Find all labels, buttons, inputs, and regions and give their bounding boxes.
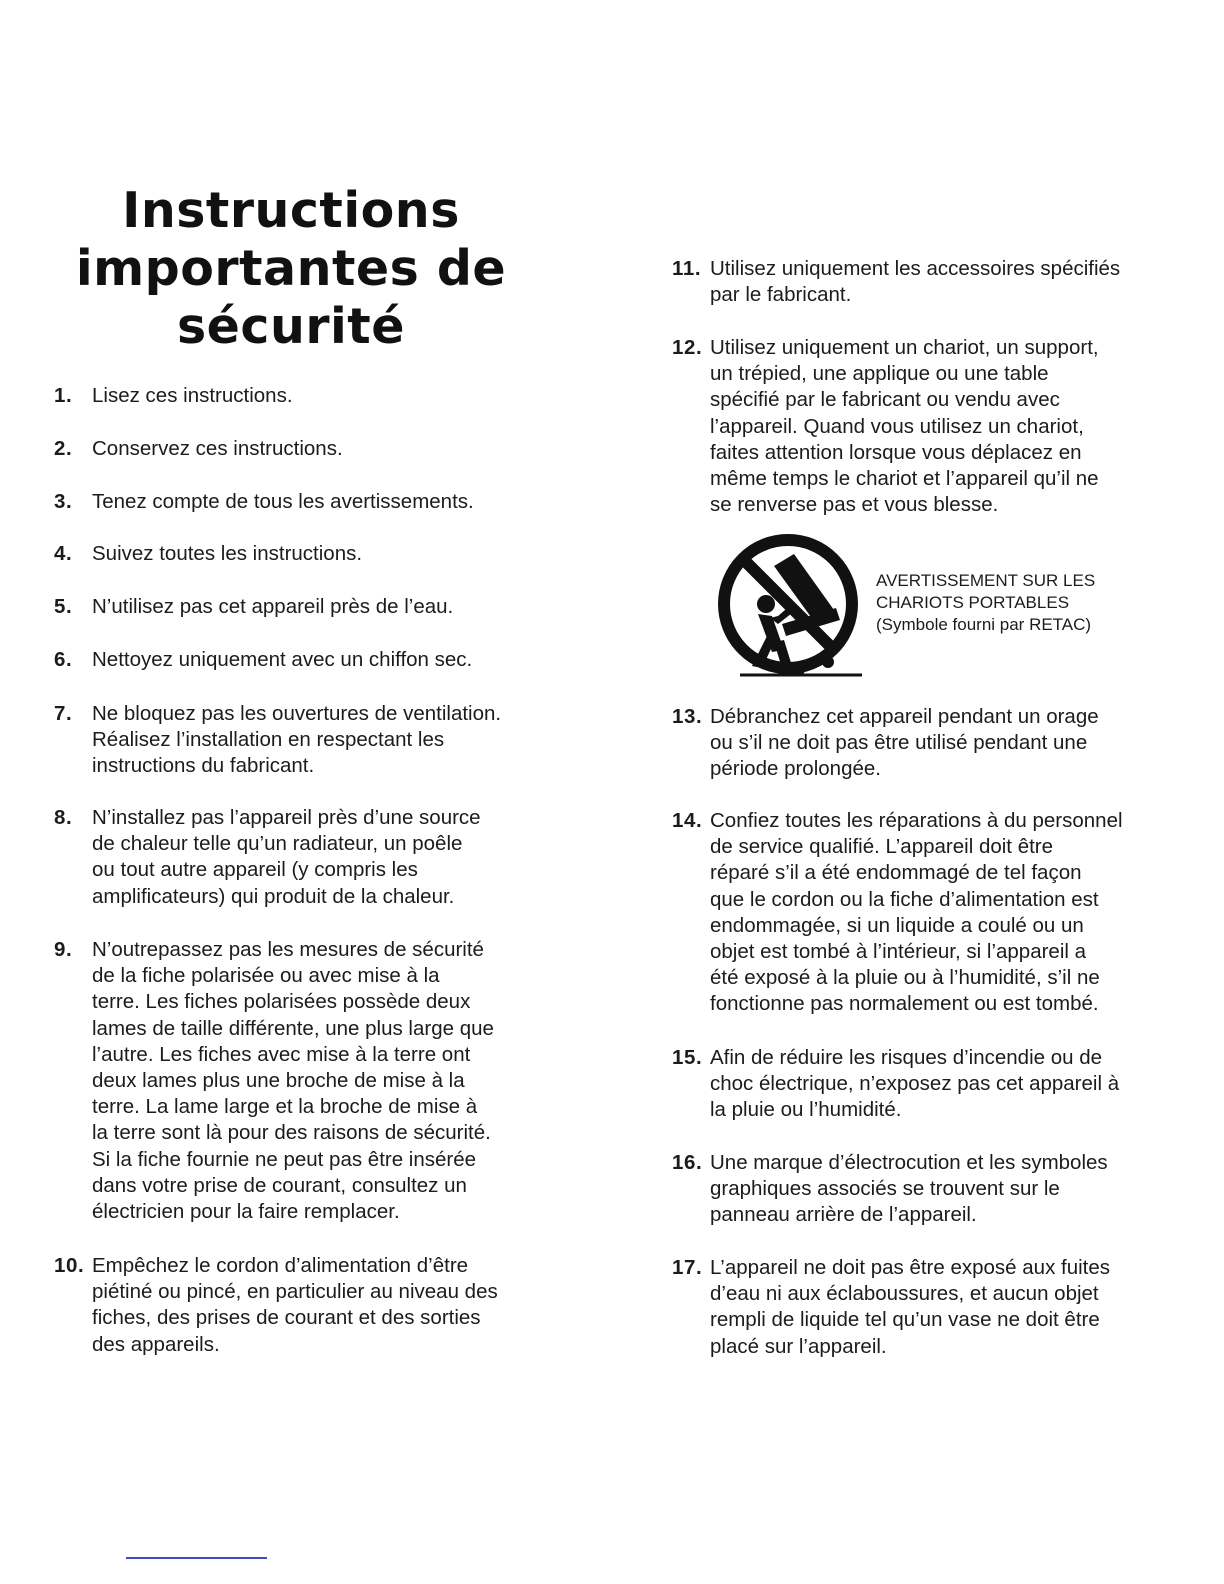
cart-warning-caption-line: AVERTISSEMENT SUR LES <box>876 571 1096 590</box>
page-title-line-1: Instructions <box>122 182 460 239</box>
item-text <box>92 937 534 1225</box>
item-line: Réalisez l’installation en respectant les <box>92 728 445 752</box>
instruction-item-16 <box>672 1150 1162 1229</box>
item-line: objet est tombé à l’intérieur, si l’appareil a <box>710 940 1087 964</box>
instruction-item-12 <box>672 335 1162 518</box>
item-number: 14. <box>672 809 703 832</box>
item-text <box>710 1255 1162 1360</box>
item-line: Utilisez uniquement les accessoires spécifiés <box>710 257 1121 280</box>
item-text: Lisez ces instructions. <box>92 384 293 407</box>
instruction-item-7 <box>54 701 534 780</box>
item-text: Conservez ces instructions. <box>92 437 343 460</box>
item-line: instructions du fabricant. <box>92 754 315 778</box>
item-number: 15. <box>672 1046 703 1069</box>
item-line: un trépied, une applique ou une table <box>710 362 1049 386</box>
item-number: 4. <box>54 542 73 565</box>
item-number: 8. <box>54 806 73 829</box>
instruction-item-4 <box>54 541 534 567</box>
footer-divider <box>126 1557 267 1559</box>
item-number: 6. <box>54 648 73 671</box>
item-line: Empêchez le cordon d’alimentation d’être <box>92 1254 469 1277</box>
item-text <box>92 701 534 780</box>
page-title-line-2: importantes de <box>75 240 507 297</box>
item-text <box>710 1150 1162 1229</box>
item-line: Utilisez uniquement un chariot, un support, <box>710 336 1099 359</box>
item-line: Ne bloquez pas les ouvertures de ventilation. <box>92 702 502 725</box>
instruction-item-11 <box>672 256 1162 308</box>
item-line: endommagée, si un liquide a coulé ou un <box>710 913 1084 937</box>
instruction-item-5 <box>54 594 534 620</box>
item-line: l’autre. Les fiches avec mise à la terre ont <box>92 1042 471 1066</box>
item-line: N’outrepassez pas les mesures de sécurité <box>92 938 484 961</box>
item-line: ou tout autre appareil (y compris les <box>92 858 418 882</box>
cart-tip-over-warning-icon <box>712 532 868 686</box>
item-text <box>710 808 1162 1018</box>
item-number: 9. <box>54 938 73 961</box>
item-line: Une marque d’électrocution et les symboles <box>710 1151 1108 1174</box>
item-line: de la fiche polarisée ou avec mise à la <box>92 964 440 988</box>
item-line: Débranchez cet appareil pendant un orage <box>710 705 1099 728</box>
cart-warning-block <box>712 532 1132 686</box>
item-line: que le cordon ou la fiche d’alimentation est <box>710 887 1099 911</box>
item-number: 12. <box>672 336 703 359</box>
item-line: Si la fiche fournie ne peut pas être insérée <box>92 1147 477 1171</box>
item-line: placé sur l’appareil. <box>710 1334 887 1358</box>
page-title <box>60 182 522 356</box>
instruction-item-15 <box>672 1045 1162 1124</box>
item-text <box>710 704 1162 783</box>
item-number: 2. <box>54 437 73 460</box>
item-line: Afin de réduire les risques d’incendie ou de <box>710 1046 1103 1069</box>
item-line: l’appareil. Quand vous utilisez un chariot, <box>710 414 1084 438</box>
cart-warning-caption-line: (Symbole fourni par RETAC) <box>876 615 1092 634</box>
item-number: 3. <box>54 490 73 513</box>
instruction-item-8 <box>54 805 534 910</box>
item-line: des appareils. <box>92 1332 220 1356</box>
item-text <box>710 1045 1162 1124</box>
item-line: Confiez toutes les réparations à du personnel <box>710 809 1123 832</box>
item-number: 7. <box>54 702 73 725</box>
item-line: par le fabricant. <box>710 283 852 307</box>
cart-warning-caption-line: CHARIOTS PORTABLES <box>876 593 1070 612</box>
item-line: même temps le chariot et l’appareil qu’il ne <box>710 467 1099 491</box>
item-line: fiches, des prises de courant et des sorties <box>92 1306 481 1330</box>
instruction-item-1 <box>54 383 534 409</box>
item-number: 11. <box>672 257 702 280</box>
item-text <box>710 256 1162 308</box>
item-number: 17. <box>672 1256 703 1279</box>
instruction-item-13 <box>672 704 1162 783</box>
item-line: piétiné ou pincé, en particulier au niveau des <box>92 1280 498 1304</box>
item-text <box>92 1253 534 1358</box>
item-line: réparé s’il a été endommagé de tel façon <box>710 861 1082 885</box>
item-line: la pluie ou l’humidité. <box>710 1098 902 1122</box>
item-text <box>710 335 1162 518</box>
item-text: N’utilisez pas cet appareil près de l’eau. <box>92 595 454 618</box>
instruction-item-10 <box>54 1253 534 1358</box>
item-line: graphiques associés se trouvent sur le <box>710 1177 1060 1201</box>
item-line: L’appareil ne doit pas être exposé aux fuites <box>710 1256 1111 1279</box>
item-line: dans votre prise de courant, consultez un <box>92 1173 467 1197</box>
item-text <box>92 805 534 910</box>
item-line: fonctionne pas normalement ou est tombé. <box>710 992 1099 1016</box>
item-line: se renverse pas et vous blesse. <box>710 493 999 517</box>
item-line: terre. La lame large et la broche de mise à <box>92 1095 478 1119</box>
page-title-line-3: sécurité <box>177 298 405 355</box>
item-line: spécifié par le fabricant ou vendu avec <box>710 388 1060 412</box>
item-line: de chaleur telle qu’un radiateur, un poêle <box>92 832 463 856</box>
instruction-item-3 <box>54 489 534 515</box>
item-line: faites attention lorsque vous déplacez en <box>710 440 1082 464</box>
item-line: d’eau ni aux éclaboussures, et aucun objet <box>710 1282 1099 1306</box>
item-line: électricien pour la faire remplacer. <box>92 1200 400 1224</box>
item-line: été exposé à la pluie ou à l’humidité, s’il ne <box>710 966 1100 990</box>
instruction-item-2 <box>54 436 534 462</box>
item-line: ou s’il ne doit pas être utilisé pendant une <box>710 731 1088 755</box>
item-number: 13. <box>672 705 703 728</box>
item-number: 5. <box>54 595 73 618</box>
instruction-item-14 <box>672 808 1162 1018</box>
item-text: Nettoyez uniquement avec un chiffon sec. <box>92 648 473 671</box>
item-line: panneau arrière de l’appareil. <box>710 1203 977 1227</box>
item-line: choc électrique, n’exposez pas cet appareil à <box>710 1072 1120 1096</box>
cart-warning-caption <box>876 570 1095 636</box>
item-line: N’installez pas l’appareil près d’une source <box>92 806 481 829</box>
instruction-item-6 <box>54 647 534 673</box>
item-number: 1. <box>54 384 73 407</box>
item-line: amplificateurs) qui produit de la chaleur. <box>92 884 455 908</box>
instruction-item-9 <box>54 937 534 1225</box>
item-number: 16. <box>672 1151 703 1174</box>
item-text: Tenez compte de tous les avertissements. <box>92 490 474 513</box>
item-line: de service qualifié. L’appareil doit être <box>710 835 1054 859</box>
item-number: 10. <box>54 1254 85 1277</box>
item-line: deux lames plus une broche de mise à la <box>92 1069 465 1093</box>
instruction-item-17 <box>672 1255 1162 1360</box>
item-line: rempli de liquide tel qu’un vase ne doit être <box>710 1308 1100 1332</box>
item-line: période prolongée. <box>710 757 881 781</box>
item-line: terre. Les fiches polarisées possède deux <box>92 990 471 1014</box>
item-line: lames de taille différente, une plus large que <box>92 1016 494 1040</box>
item-text: Suivez toutes les instructions. <box>92 542 363 565</box>
item-line: la terre sont là pour des raisons de sécurité. <box>92 1121 491 1145</box>
